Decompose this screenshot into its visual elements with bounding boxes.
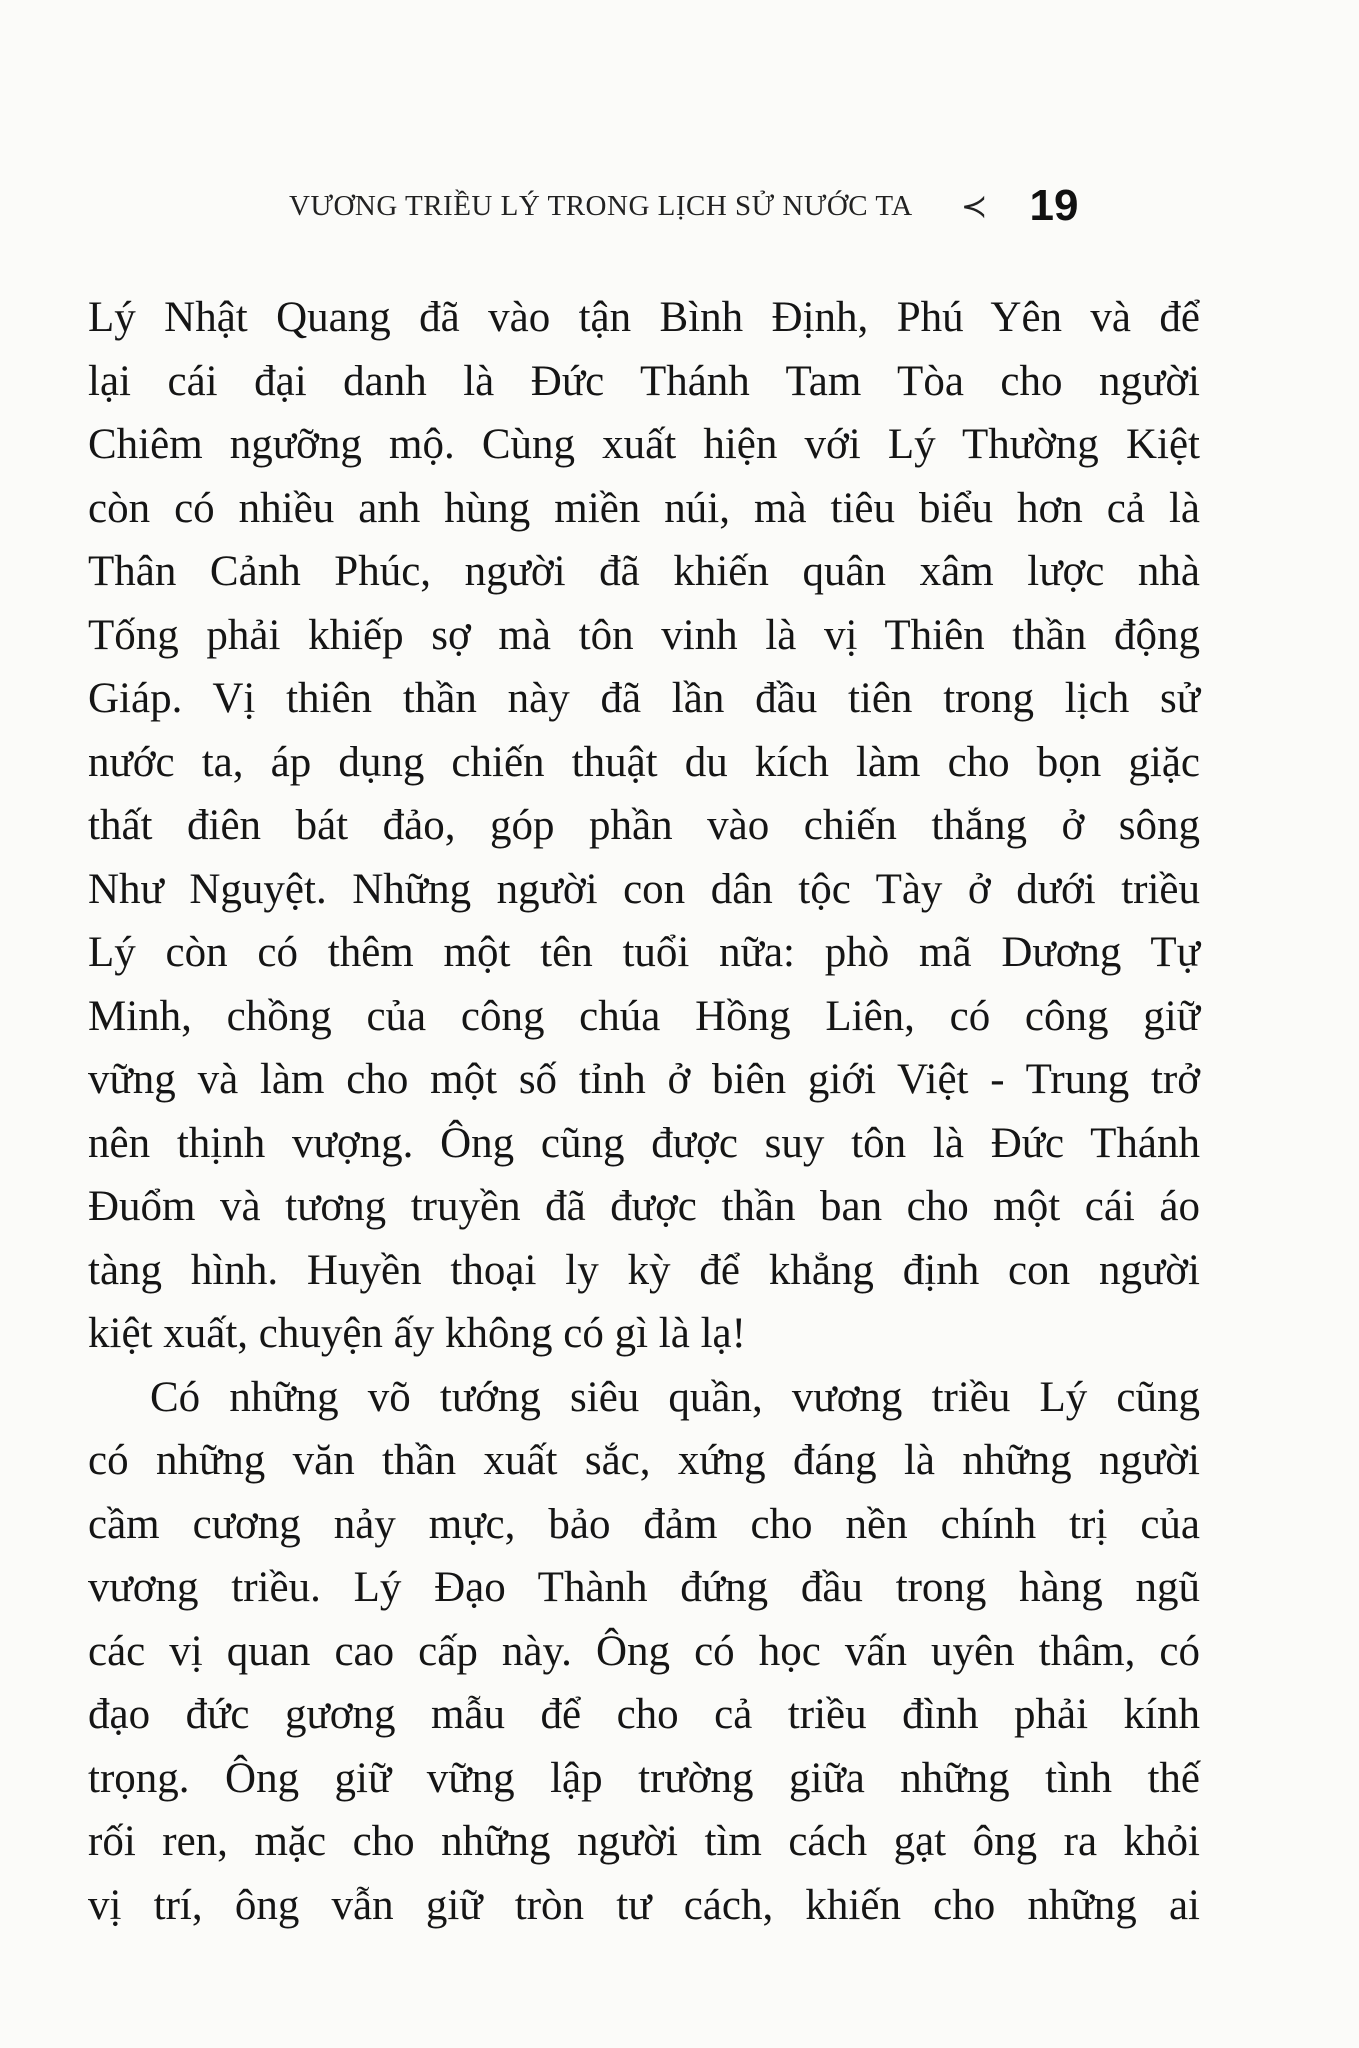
- text-line: các vị quan cao cấp này. Ông có học vấn uyên thâm, có: [88, 1627, 1200, 1675]
- text-line: Chiêm ngưỡng mộ. Cùng xuất hiện với Lý Thường Kiệt: [88, 421, 1200, 468]
- text-line: tàng hình. Huyền thoại ly kỳ để khẳng định con người: [88, 1246, 1200, 1294]
- text-line: Minh, chồng của công chúa Hồng Liên, có công giữ: [88, 992, 1200, 1040]
- arrow-ornament-icon: ≺: [960, 187, 988, 225]
- text-line: Thân Cảnh Phúc, người đã khiến quân xâm lược nhà: [88, 548, 1200, 595]
- paragraph-1: [88, 286, 1200, 1366]
- text-line: vững và làm cho một số tỉnh ở biên giới Việt - Trung trở: [88, 1056, 1200, 1103]
- text-line: lại cái đại danh là Đức Thánh Tam Tòa cho người: [88, 357, 1200, 405]
- text-line: Giáp. Vị thiên thần này đã lần đầu tiên trong lịch sử: [88, 675, 1200, 722]
- text-line: còn có nhiều anh hùng miền núi, mà tiêu biểu hơn cả là: [88, 484, 1200, 532]
- text-line: rối ren, mặc cho những người tìm cách gạt ông ra khỏi: [88, 1818, 1200, 1865]
- text-line: có những văn thần xuất sắc, xứng đáng là những người: [88, 1437, 1200, 1484]
- running-header: [289, 176, 1209, 236]
- text-line: Lý Nhật Quang đã vào tận Bình Định, Phú Yên và để: [88, 294, 1200, 341]
- text-line: vị trí, ông vẫn giữ tròn tư cách, khiến cho những ai: [88, 1881, 1200, 1929]
- page-body: [88, 286, 1200, 1937]
- text-line: Như Nguyệt. Những người con dân tộc Tày ở dưới triều: [88, 865, 1200, 913]
- text-line: trọng. Ông giữ vững lập trường giữa những tình thế: [88, 1754, 1200, 1802]
- paragraph-2: [88, 1366, 1200, 1938]
- text-line: cầm cương nảy mực, bảo đảm cho nền chính trị của: [88, 1500, 1200, 1548]
- running-title: VƯƠNG TRIỀU LÝ TRONG LỊCH SỬ NƯỚC TA: [289, 189, 913, 222]
- text-line: vương triều. Lý Đạo Thành đứng đầu trong hàng ngũ: [88, 1564, 1200, 1611]
- page-number: 19: [1029, 181, 1079, 230]
- text-line: thất điên bát đảo, góp phần vào chiến thắng ở sông: [88, 802, 1200, 849]
- text-line: kiệt xuất, chuyện ấy không có gì là lạ!: [88, 1310, 746, 1357]
- text-line: Tống phải khiếp sợ mà tôn vinh là vị Thiên thần động: [88, 611, 1200, 659]
- text-line: đạo đức gương mẫu để cho cả triều đình phải kính: [88, 1691, 1200, 1738]
- text-line: Lý còn có thêm một tên tuổi nữa: phò mã Dương Tự: [88, 929, 1200, 976]
- text-line: nước ta, áp dụng chiến thuật du kích làm cho bọn giặc: [88, 738, 1200, 786]
- text-line: Có những võ tướng siêu quần, vương triều Lý cũng: [150, 1373, 1200, 1421]
- text-line: nên thịnh vượng. Ông cũng được suy tôn là Đức Thánh: [88, 1119, 1200, 1167]
- text-line: Đuổm và tương truyền đã được thần ban cho một cái áo: [88, 1183, 1200, 1230]
